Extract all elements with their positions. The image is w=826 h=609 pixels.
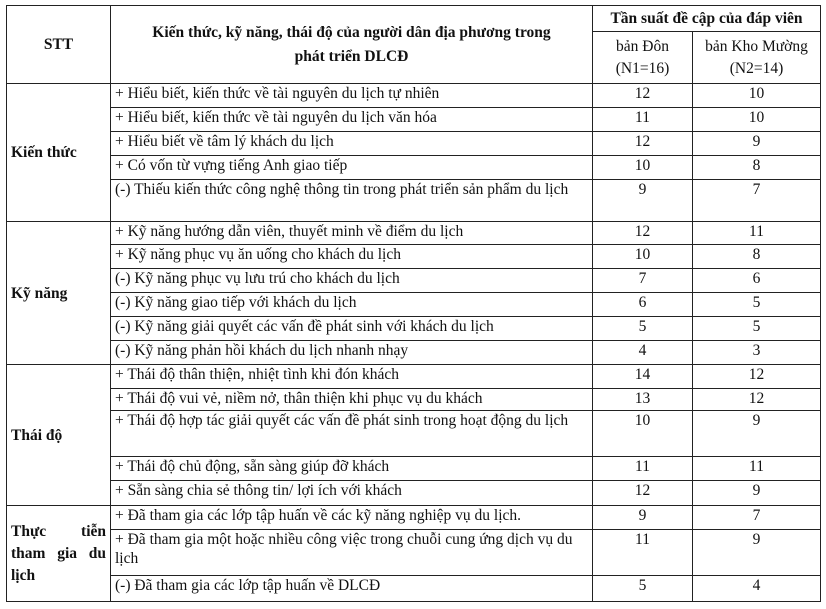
row-text: + Thái độ thân thiện, nhiệt tình khi đón khách [111,365,593,389]
row-n2: 10 [693,108,821,132]
row-n1: 14 [593,365,693,389]
row-n1: 4 [593,341,693,365]
row-n2: 9 [693,530,821,576]
row-n2: 8 [693,245,821,269]
row-text: + Kỹ năng phục vụ ăn uống cho khách du lịch [111,245,593,269]
frequency-header: Tần suất đề cập của đáp viên [593,6,821,32]
row-n2: 7 [693,180,821,222]
row-n2: 11 [693,222,821,245]
row-text: + Hiểu biết, kiến thức về tài nguyên du lịch tự nhiên [111,84,593,108]
row-n1: 10 [593,156,693,180]
row-text: + Thái độ vui vẻ, niềm nở, thân thiện khi phục vụ du khách [111,389,593,411]
row-n2: 6 [693,269,821,293]
row-n1: 12 [593,481,693,506]
row-text: + Hiểu biết về tâm lý khách du lịch [111,132,593,156]
row-n1: 13 [593,389,693,411]
row-n1: 12 [593,132,693,156]
stt-header: STT [7,6,111,84]
row-n1: 10 [593,245,693,269]
col-kho-muong-header [693,32,821,84]
row-n2: 9 [693,132,821,156]
row-text: (-) Kỹ năng phản hồi khách du lịch nhanh nhạy [111,341,593,365]
row-n1: 11 [593,457,693,481]
col-ban-don-header [593,32,693,84]
row-n2: 5 [693,293,821,317]
row-text: + Thái độ hợp tác giải quyết các vấn đề phát sinh trong hoạt động du lịch [111,411,593,457]
group-label: Kiến thức [7,84,111,222]
row-text: (-) Đã tham gia các lớp tập huấn về DLCĐ [111,576,593,602]
row-n1: 11 [593,530,693,576]
row-n1: 9 [593,506,693,530]
row-text: + Có vốn từ vựng tiếng Anh giao tiếp [111,156,593,180]
row-n2: 5 [693,317,821,341]
row-text: (-) Thiếu kiến thức công nghệ thông tin trong phát triển sản phẩm du lịch [111,180,593,222]
row-n1: 12 [593,222,693,245]
row-n2: 4 [693,576,821,602]
row-n2: 3 [693,341,821,365]
row-text: + Hiểu biết, kiến thức về tài nguyên du lịch văn hóa [111,108,593,132]
row-n1: 9 [593,180,693,222]
group-label: Kỹ năng [7,222,111,365]
row-text: (-) Kỹ năng phục vụ lưu trú cho khách du lịch [111,269,593,293]
row-n2: 9 [693,411,821,457]
row-text: + Thái độ chủ động, sẵn sàng giúp đỡ khách [111,457,593,481]
row-n1: 10 [593,411,693,457]
row-n1: 5 [593,317,693,341]
row-text: (-) Kỹ năng giao tiếp với khách du lịch [111,293,593,317]
row-n2: 10 [693,84,821,108]
row-text: + Kỹ năng hướng dẫn viên, thuyết minh về điểm du lịch [111,222,593,245]
row-n1: 12 [593,84,693,108]
row-text: (-) Kỹ năng giải quyết các vấn đề phát sinh với khách du lịch [111,317,593,341]
group-label: Thái độ [7,365,111,506]
col-ban-don-n: (N1=16) [615,59,670,77]
row-n1: 11 [593,108,693,132]
row-n2: 7 [693,506,821,530]
row-n2: 12 [693,365,821,389]
group-label: Thực tiễn tham gia du lịch [11,522,106,584]
row-text: + Đã tham gia một hoặc nhiều công việc trong chuỗi cung ứng dịch vụ du lịch [111,530,593,576]
row-n2: 12 [693,389,821,411]
row-text: + Đã tham gia các lớp tập huấn về các kỹ năng nghiệp vụ du lịch. [111,506,593,530]
topic-header: Kiến thức, kỹ năng, thái độ của người dân địa phương trong phát triển DLCĐ [111,6,593,84]
row-n2: 8 [693,156,821,180]
row-n2: 11 [693,457,821,481]
col-kho-muong-n: (N2=14) [729,59,784,77]
row-n1: 7 [593,269,693,293]
col-ban-don-name: bản Đôn [616,37,669,55]
row-n1: 6 [593,293,693,317]
row-n2: 9 [693,481,821,506]
col-kho-muong-name: bản Kho Mường [705,37,808,55]
row-text: + Sẵn sàng chia sẻ thông tin/ lợi ích với khách [111,481,593,506]
row-n1: 5 [593,576,693,602]
survey-table [6,5,821,602]
